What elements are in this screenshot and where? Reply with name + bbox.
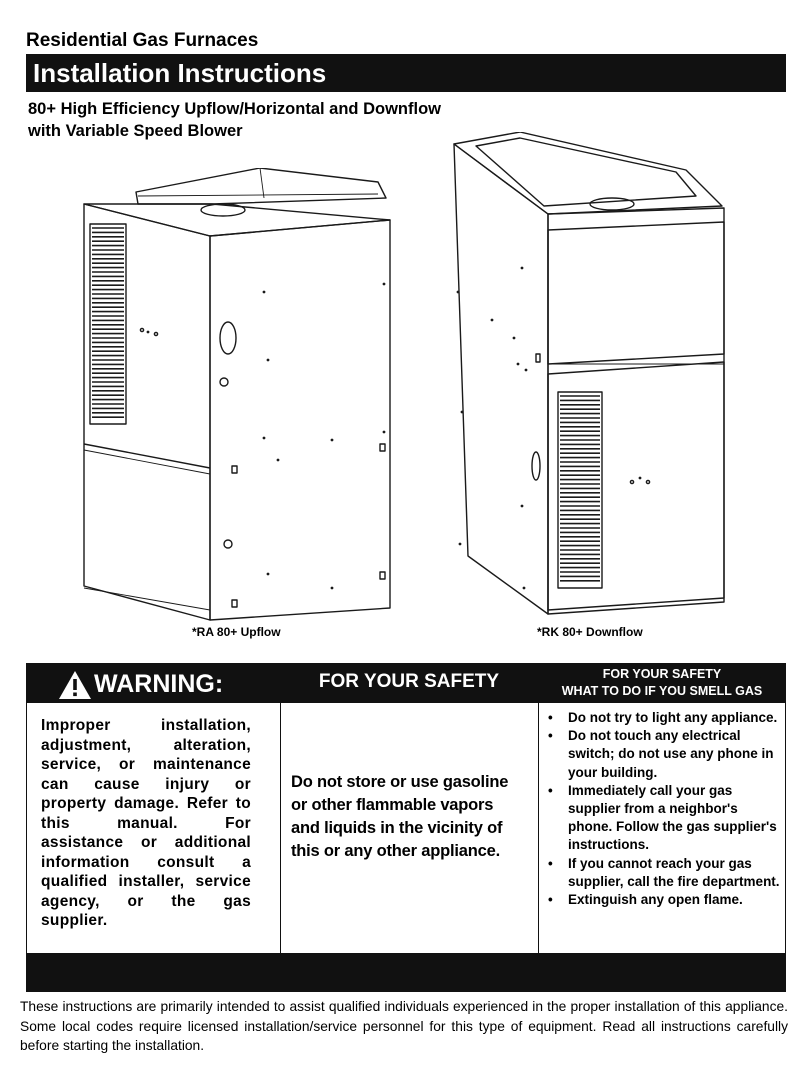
list-item: • Immediately call your gas supplier from a neighbor's phone. Follow the gas supplier's instructions. — [548, 782, 777, 853]
warning-footer-bar — [26, 954, 786, 992]
column-divider — [280, 703, 281, 955]
list-item: • Do not touch any electrical switch; do not use any phone in your building. — [548, 728, 774, 780]
downflow-furnace-illustration — [448, 132, 730, 617]
column-divider — [538, 703, 539, 955]
for-your-safety-heading: FOR YOUR SAFETY — [318, 671, 500, 692]
warning-triangle-icon — [58, 670, 92, 700]
upflow-furnace-illustration — [78, 168, 410, 623]
warning-label: WARNING: — [94, 670, 224, 698]
downflow-caption: *RK 80+ Downflow — [537, 625, 643, 639]
list-item: • If you cannot reach your gas supplier, call the fire department. — [548, 855, 780, 889]
smell-gas-heading-line-2: WHAT TO DO IF YOU SMELL GAS — [561, 684, 763, 698]
list-item: • Extinguish any open flame. — [548, 892, 743, 908]
smell-gas-heading-line-1: FOR YOUR SAFETY — [602, 667, 722, 681]
smell-gas-instructions-list — [548, 709, 780, 909]
flammable-vapors-warning: Do not store or use gasoline or other flammable vapors and liquids in the vicinity of this or any other appliance. — [291, 773, 509, 860]
subtitle-line-1: 80+ High Efficiency Upflow/Horizontal and Downflow — [28, 100, 441, 118]
upflow-caption: *RA 80+ Upflow — [192, 625, 281, 639]
list-item: • Do not try to light any appliance. — [548, 710, 778, 725]
installation-note: These instructions are primarily intended to assist qualified individuals experienced in the proper installation of this appliance. Some local codes require licensed installation/service personnel for this type of equipment. Read all instructions carefully before starting the installation. — [20, 999, 788, 1053]
improper-installation-warning: Improper installation, adjustment, alteration, service, or maintenance can cause injury or property damage. Refer to this manual. For assistance or additional information consult a qualified installer, service agency, or the gas supplier. — [41, 717, 251, 929]
subtitle-line-2: with Variable Speed Blower — [28, 122, 243, 140]
document-title: Installation Instructions — [33, 58, 327, 88]
document-category: Residential Gas Furnaces — [26, 30, 259, 51]
document-subtitle — [28, 98, 441, 142]
